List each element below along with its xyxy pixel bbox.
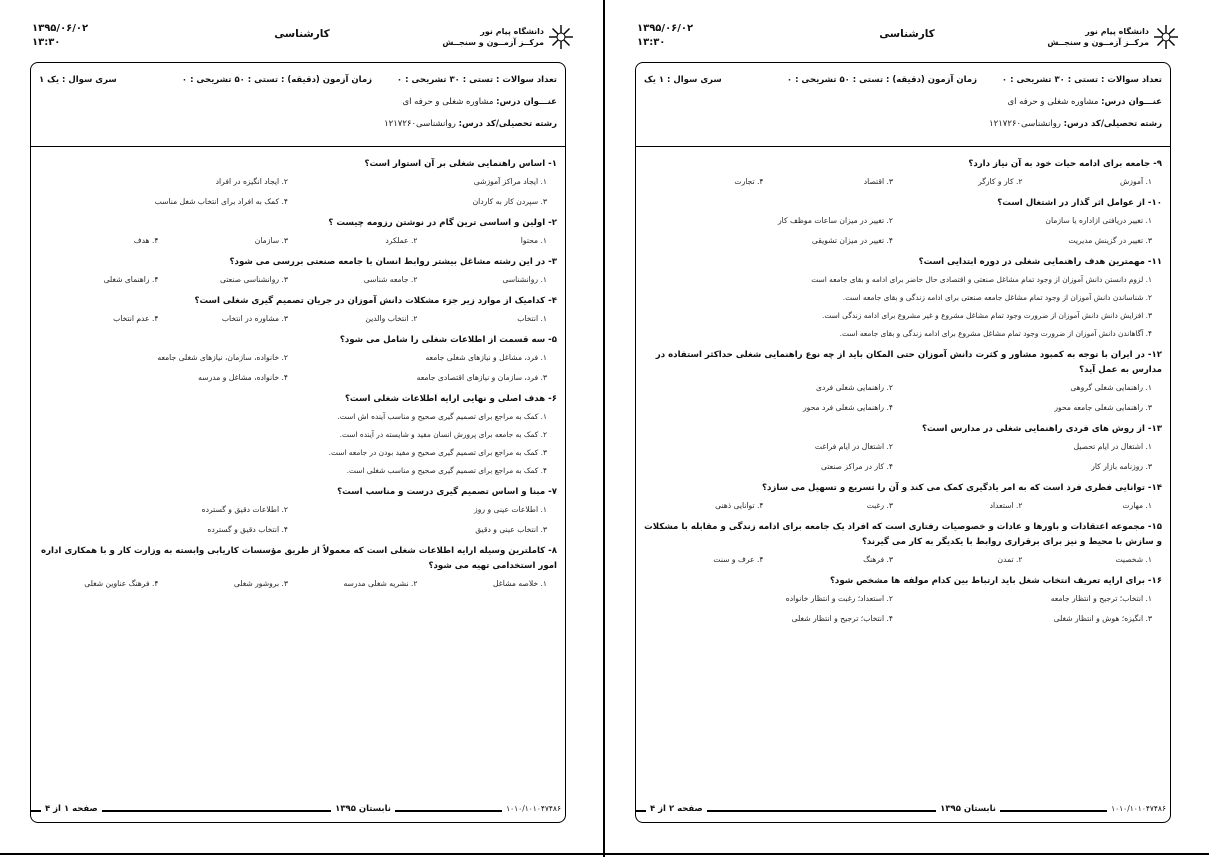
- page-number: صفحه ۱ از ۴: [41, 804, 102, 814]
- page-number: صفحه ۲ از ۴: [646, 804, 707, 814]
- answer-option: ۳. بروشور شغلی: [233, 579, 288, 588]
- question-item: [39, 294, 557, 325]
- answer-option: ۱. انتخاب: [517, 314, 547, 323]
- question-text: ۱۵- مجموعه اعتقادات و باورها و عادات و خصوصیات رفتاری است که افراد یک جامعه برای ادامه زندگی و مقابله با مشکلات و سازش با محیط و نیز برای برقراری روابط با یکدیگر به کار می گیرند؟: [644, 522, 1162, 547]
- answer-option: ۳. راهنمایی شغلی جامعه محور: [1054, 403, 1152, 412]
- course-title: عنـــوان درس: مشاوره شغلی و حرفه ای: [402, 97, 557, 107]
- answer-option: ۲. شناساندن دانش آموزان از وجود تمام مشاغل جامعه صنعتی برای ادامه زندگی و بقای جامعه است.: [842, 293, 1152, 302]
- exam-meta: [636, 63, 1170, 147]
- answer-option: ۳. انتخاب عینی و دقیق: [475, 525, 547, 534]
- university-logo: [442, 24, 574, 50]
- exam-page-1: [0, 0, 604, 857]
- question-text: ۱۲- در ایران با توجه به کمبود مشاور و کثرت دانش آموزان حتی المکان باید از چه نوع راهنمایی شغلی حداکثر استفاده در مدارس به عمل آید؟: [655, 350, 1162, 375]
- answer-options: [39, 313, 557, 325]
- answer-option: ۴. راهنمای شغلی: [103, 275, 159, 284]
- testing-center: مرکــز آزمــون و سنجــش: [442, 38, 544, 47]
- bottom-border: [0, 853, 1209, 855]
- question-text: ۱۴- توانایی فطری فرد است که به امر یادگیری کمک می کند و آن را تسریع و تسهیل می سازد؟: [762, 483, 1162, 493]
- question-series: سری سوال : ۱ یک: [644, 75, 722, 85]
- answer-option: ۴. فرهنگ عناوین شغلی: [84, 579, 159, 588]
- answer-option: ۴. خانواده، مشاغل و مدرسه: [198, 373, 288, 382]
- university-name: دانشگاه پیام نور: [480, 27, 544, 36]
- answer-option: ۱. آموزش: [1120, 177, 1152, 186]
- answer-options: [39, 352, 557, 384]
- answer-option: ۲. استعداد؛ رغبت و انتظار خانواده: [785, 594, 893, 603]
- answer-option: ۳. مشاوره در انتخاب: [221, 314, 288, 323]
- answer-option: ۲. استعداد: [989, 501, 1023, 510]
- answer-option: ۱. اطلاعات عینی و روز: [474, 505, 547, 514]
- question-text: ۱۳- از روش های فردی راهنمایی شغلی در مدارس است؟: [921, 424, 1162, 434]
- answer-option: ۲. جامعه شناسی: [363, 275, 418, 284]
- answer-options: [39, 235, 557, 247]
- exam-page-2: [605, 0, 1209, 857]
- question-text: ۴- کدامیک از موارد زیر جزء مشکلات دانش آموزان در جریان تصمیم گیری شغلی است؟: [194, 296, 557, 306]
- answer-option: ۱. فرد، مشاغل و نیازهای شغلی جامعه: [425, 353, 547, 362]
- question-text: ۲- اولین و اساسی ترین گام در نوشتن رزومه چیست ؟: [328, 218, 557, 228]
- answer-option: ۲. اطلاعات دقیق و گسترده: [201, 505, 288, 514]
- answer-option: ۱. کمک به مراجع برای تصمیم گیری صحیح و مناسب آینده اش است.: [337, 412, 547, 421]
- answer-option: ۳. تغییر در گزینش مدیریت: [1068, 236, 1152, 245]
- page-header: [635, 22, 1179, 54]
- answer-options: [644, 382, 1162, 414]
- exam-time: ۱۳:۳۰: [637, 37, 666, 48]
- time-limit: زمان آزمون (دقیقه) : تستی : ۵۰ تشریحی : ۰: [181, 75, 372, 85]
- degree-level: کارشناسی: [879, 28, 935, 40]
- answer-option: ۳. انگیزه؛ هوش و انتظار شغلی: [1053, 614, 1152, 623]
- answer-option: ۲. انتخاب والدین: [365, 314, 418, 323]
- question-text: ۱۰- از عوامل اثر گذار در اشتغال است؟: [997, 198, 1162, 208]
- page-footer: [636, 800, 1170, 822]
- answer-option: ۴. عرف و سنت: [713, 555, 764, 564]
- question-text: ۶- هدف اصلی و نهایی ارایه اطلاعات شغلی است؟: [344, 394, 557, 404]
- answer-option: ۳. سازمان: [254, 236, 288, 245]
- time-limit: زمان آزمون (دقیقه) : تستی : ۵۰ تشریحی : ۰: [786, 75, 977, 85]
- answer-option: ۲. عملکرد: [385, 236, 418, 245]
- answer-option: ۴. کمک به مراجع برای تصمیم گیری صحیح و مناسب شغلی است.: [346, 466, 547, 475]
- answer-option: ۲. راهنمایی شغلی فردی: [816, 383, 893, 392]
- answer-option: ۳. افزایش دانش دانش آموزان از ضرورت وجود تمام مشاغل مشروع و غیر مشروع برای ادامه زندگی است.: [821, 311, 1152, 320]
- answer-option: ۲. خانواده، سازمان، نیازهای شغلی جامعه: [157, 353, 288, 362]
- answer-option: ۱. اشتغال در ایام تحصیل: [1073, 442, 1152, 451]
- answer-options: [39, 504, 557, 536]
- question-count: تعداد سوالات : تستی : ۳۰ تشریحی : ۰: [396, 75, 557, 85]
- answer-option: ۴. آگاهاندن دانش آموزان از ضرورت وجود تمام مشاغل مشروع برای ادامه زندگی و بقای جامعه است.: [839, 329, 1152, 338]
- answer-option: ۴. تغییر در میزان تشویقی: [811, 236, 893, 245]
- question-text: ۷- مبنا و اساس تصمیم گیری درست و مناسب است؟: [337, 487, 557, 497]
- answer-options: [644, 215, 1162, 247]
- answer-options: [644, 500, 1162, 512]
- question-item: [39, 392, 557, 477]
- answer-option: ۴. تجارت: [734, 177, 764, 186]
- answer-options: [644, 176, 1162, 188]
- answer-options: [644, 593, 1162, 625]
- exam-date: ۱۳۹۵/۰۶/۰۲: [32, 23, 89, 34]
- university-name: دانشگاه پیام نور: [1085, 27, 1149, 36]
- question-item: [39, 333, 557, 384]
- exam-time: ۱۳:۳۰: [32, 37, 61, 48]
- semester: نابستان ۱۳۹۵: [936, 804, 1000, 814]
- answer-options: [644, 441, 1162, 473]
- answer-option: ۲. نشریه شغلی مدرسه: [343, 579, 418, 588]
- answer-option: ۱. شخصیت: [1115, 555, 1152, 564]
- course-title: عنـــوان درس: مشاوره شغلی و حرفه ای: [1007, 97, 1162, 107]
- answer-option: ۱. لزوم دانستن دانش آموزان از وجود تمام مشاغل صنعتی و اقتصادی حال حاضر برای ادامه و بقای جامعه است: [811, 275, 1152, 284]
- answer-option: ۳. رغبت: [866, 501, 893, 510]
- page-footer: [31, 800, 565, 822]
- semester: نابستان ۱۳۹۵: [331, 804, 395, 814]
- answer-options: [39, 274, 557, 286]
- question-item: [644, 348, 1162, 414]
- question-list: [31, 147, 565, 800]
- question-item: [39, 157, 557, 208]
- question-list: [636, 147, 1170, 800]
- question-text: ۱- اساس راهنمایی شغلی بر آن استوار است؟: [364, 159, 557, 169]
- answer-options: [39, 176, 557, 208]
- answer-option: ۲. تمدن: [997, 555, 1023, 564]
- answer-options: [39, 411, 557, 477]
- answer-option: ۴. کار در مراکز صنعتی: [820, 462, 893, 471]
- exam-code: ۱۰۱۰/۱۰۱۰۴۷۴۸۶: [1107, 804, 1170, 813]
- answer-option: ۱. روانشناسی: [502, 275, 547, 284]
- question-item: [644, 157, 1162, 188]
- exam-date: ۱۳۹۵/۰۶/۰۲: [637, 23, 694, 34]
- footer-rule: [636, 810, 1170, 812]
- answer-option: ۴. کمک به افراد برای انتخاب شغل مناسب: [154, 197, 288, 206]
- answer-option: ۱. خلاصه مشاغل: [493, 579, 547, 588]
- answer-option: ۳. اقتصاد: [863, 177, 893, 186]
- question-item: [39, 544, 557, 590]
- question-item: [39, 216, 557, 247]
- question-series: سری سوال : یک ۱: [39, 75, 117, 85]
- answer-option: ۴. انتخاب دقیق و گسترده: [207, 525, 288, 534]
- testing-center: مرکــز آزمــون و سنجــش: [1047, 38, 1149, 47]
- degree-level: کارشناسی: [274, 28, 330, 40]
- answer-option: ۳. فرهنگ: [863, 555, 893, 564]
- answer-option: ۳. سپردن کار به کاردان: [472, 197, 547, 206]
- question-item: [644, 255, 1162, 340]
- exam-code: ۱۰۱۰/۱۰۱۰۴۷۴۸۶: [502, 804, 565, 813]
- field-code: رشته تحصیلی/کد درس: روانشناسی۱۲۱۷۲۶۰: [989, 119, 1162, 129]
- answer-option: ۱. تغییر دریافتی ازاداره یا سازمان: [1045, 216, 1152, 225]
- page-header: [30, 22, 574, 54]
- answer-option: ۱. ایجاد مراکز آموزشی: [473, 177, 547, 186]
- question-count: تعداد سوالات : تستی : ۳۰ تشریحی : ۰: [1001, 75, 1162, 85]
- answer-option: ۱. محتوا: [520, 236, 547, 245]
- answer-options: [39, 578, 557, 590]
- question-item: [644, 481, 1162, 512]
- question-text: ۹- جامعه برای ادامه حیات خود به آن نیاز دارد؟: [968, 159, 1162, 169]
- exam-frame: [635, 62, 1171, 823]
- answer-option: ۳. روانشناسی صنعتی: [220, 275, 288, 284]
- answer-option: ۲. اشتغال در ایام فراغت: [814, 442, 893, 451]
- answer-option: ۲. تغییر در میزان ساعات موظف کار: [778, 216, 893, 225]
- answer-option: ۴. راهنمایی شغلی فرد محور: [802, 403, 893, 412]
- answer-option: ۴. عدم انتخاب: [113, 314, 159, 323]
- answer-option: ۲. ایجاد انگیزه در افراد: [215, 177, 288, 186]
- answer-options: [644, 274, 1162, 340]
- answer-option: ۴. هدف: [133, 236, 159, 245]
- answer-option: ۴. توانایی ذهنی: [715, 501, 764, 510]
- question-item: [644, 422, 1162, 473]
- question-text: ۱۱- مهمترین هدف راهنمایی شغلی در دوره ابتدایی است؟: [918, 257, 1162, 267]
- answer-option: ۱. راهنمایی شغلی گروهی: [1070, 383, 1152, 392]
- answer-option: ۳. فرد، سازمان و نیازهای اقتصادی جامعه: [416, 373, 547, 382]
- answer-options: [644, 554, 1162, 566]
- question-text: ۵- سه قسمت از اطلاعات شغلی را شامل می شود؟: [339, 335, 557, 345]
- sunburst-logo-icon: [548, 24, 574, 50]
- answer-option: ۳. کمک به مراجع برای تصمیم گیری صحیح و مفید بودن در جامعه است.: [328, 448, 547, 457]
- answer-option: ۳. روزنامه بازار کار: [1091, 462, 1152, 471]
- sunburst-logo-icon: [1153, 24, 1179, 50]
- question-text: ۳- در این رشته مشاغل بیشتر روابط انسان با جامعه صنعتی بررسی می شود؟: [229, 257, 557, 267]
- question-item: [644, 520, 1162, 566]
- exam-frame: [30, 62, 566, 823]
- question-item: [39, 485, 557, 536]
- question-item: [644, 196, 1162, 247]
- answer-option: ۴. انتخاب؛ ترجیح و انتظار شغلی: [791, 614, 893, 623]
- footer-rule: [31, 810, 565, 812]
- question-text: ۸- کاملترین وسیله ارایه اطلاعات شغلی است که معمولاً از طریق مؤسسات کاریابی وابسته به وزارت کار و با همکاری اداره امور استخدامی تهیه می شود؟: [41, 546, 557, 571]
- university-logo: [1047, 24, 1179, 50]
- question-item: [39, 255, 557, 286]
- answer-option: ۲. کار و کارگر: [978, 177, 1023, 186]
- exam-meta: [31, 63, 565, 147]
- question-text: ۱۶- برای ارایه تعریف انتخاب شغل باید ارتباط بین کدام مولفه ها مشخص شود؟: [829, 576, 1162, 586]
- answer-option: ۱. انتخاب؛ ترجیح و انتظار جامعه: [1050, 594, 1152, 603]
- answer-option: ۱. مهارت: [1122, 501, 1152, 510]
- field-code: رشته تحصیلی/کد درس: روانشناسی۱۲۱۷۲۶۰: [384, 119, 557, 129]
- question-item: [644, 574, 1162, 625]
- answer-option: ۲. کمک به جامعه برای پرورش انسان مفید و شایسته در آینده است.: [339, 430, 547, 439]
